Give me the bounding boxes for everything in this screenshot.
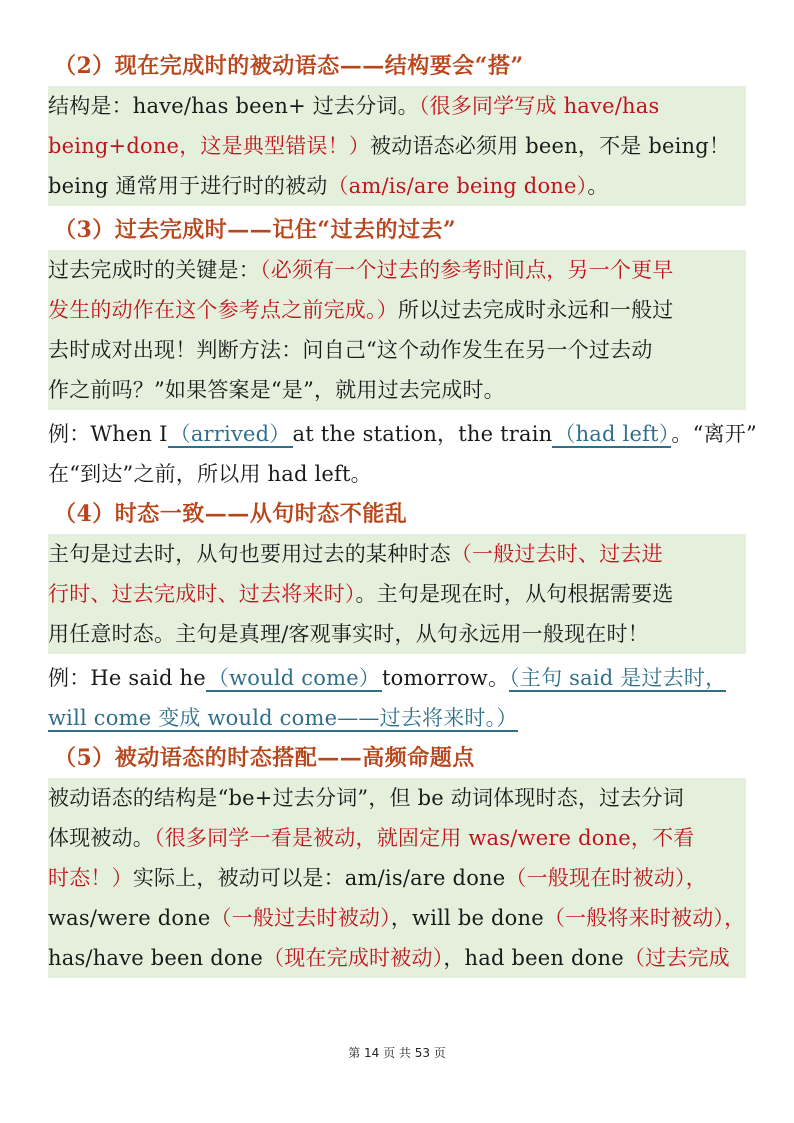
- text-run: was/were done: [48, 906, 211, 930]
- document-page: [48, 46, 757, 982]
- text-line: [48, 574, 746, 614]
- emphasis-run: （现在完成时被动）: [263, 946, 444, 970]
- text-line: [48, 86, 746, 126]
- text-run: 。“离开”: [671, 422, 757, 446]
- example-line: [48, 414, 757, 454]
- text-line: [48, 614, 746, 654]
- answer-blank: （had left）: [554, 422, 670, 446]
- text-run: 被动语态必须用 been，不是 being！: [370, 134, 731, 158]
- emphasis-run: 时态！）: [48, 866, 133, 890]
- section-body-4: [48, 534, 746, 654]
- text-run: 。: [587, 174, 609, 198]
- text-run: 被动语态的结构是“be+过去分词”，但 be 动词体现时态，过去分词: [48, 786, 684, 810]
- emphasis-run: （过去完成: [623, 946, 730, 970]
- text-line: [48, 534, 746, 574]
- section-heading-4: （4）时态一致——从句时态不能乱: [54, 501, 408, 527]
- emphasis-run: （一般过去时、过去进: [450, 542, 663, 566]
- text-run: 体现被动。: [48, 826, 154, 850]
- text-run: 主句是过去时，从句也要用过去的某种时态: [48, 542, 451, 566]
- text-line: [48, 126, 746, 166]
- text-run: 所以过去完成时永远和一般过: [397, 298, 674, 322]
- text-line: [48, 778, 746, 818]
- answer-blank: （would come）: [207, 666, 381, 690]
- section-heading-2: （2）现在完成时的被动语态——结构要会“搭”: [54, 53, 524, 79]
- text-run: 用任意时态。主句是真理/客观事实时，从句永远用一般现在时！: [48, 622, 649, 646]
- emphasis-run: （am/is/are being done）: [327, 174, 588, 198]
- example-line: [48, 698, 746, 738]
- example-note: will come 变成 would come——过去将来时。）: [48, 706, 518, 730]
- text-run: has/have been done: [48, 946, 264, 970]
- text-line: [48, 166, 746, 206]
- text-run: 作之前吗？”如果答案是“是”，就用过去完成时。: [48, 378, 505, 402]
- emphasis-run: 发生的动作在这个参考点之前完成。）: [48, 298, 398, 322]
- section-body-5: [48, 778, 746, 978]
- example-line: [48, 658, 746, 698]
- emphasis-run: being+done，这是典型错误！）: [48, 134, 370, 158]
- emphasis-run: （必须有一个过去的参考时间点，另一个更早: [260, 258, 674, 282]
- example-note: （主句 said 是过去时，: [509, 666, 727, 690]
- text-line: [48, 938, 746, 978]
- text-run: being 通常用于进行时的被动: [48, 174, 328, 198]
- text-run: at the station，the train: [292, 422, 553, 446]
- emphasis-run: （一般将来时被动），: [543, 906, 746, 930]
- section-body-2: [48, 86, 746, 206]
- text-line: [48, 370, 746, 410]
- text-run: tomorrow。: [382, 666, 510, 690]
- emphasis-run: 行时、过去完成时、过去将来时）: [48, 582, 356, 606]
- text-run: 例：When I: [48, 422, 168, 446]
- answer-blank: （arrived）: [169, 422, 291, 446]
- text-line: [48, 898, 746, 938]
- text-run: 。主句是现在时，从句根据需要选: [355, 582, 674, 606]
- text-run: 结构是：have/has been+ 过去分词。: [48, 94, 419, 118]
- text-run: 实际上，被动可以是：am/is/are done: [132, 866, 506, 890]
- text-line: [48, 250, 746, 290]
- section-heading-5: （5）被动语态的时态搭配——高频命题点: [54, 745, 475, 771]
- emphasis-run: （很多同学写成 have/has: [418, 94, 660, 118]
- section-body-3: [48, 250, 746, 410]
- text-run: 过去完成时的关键是：: [48, 258, 260, 282]
- emphasis-run: （一般过去时被动）: [210, 906, 391, 930]
- text-run: 去时成对出现！判断方法：问自己“这个动作发生在另一个过去动: [48, 338, 653, 362]
- section-heading-3: （3）过去完成时——记住“过去的过去”: [54, 217, 457, 243]
- text-run: 在“到达”之前，所以用 had left。: [48, 462, 372, 486]
- text-line: [48, 818, 746, 858]
- text-line: [48, 330, 746, 370]
- text-run: ，will be done: [390, 906, 544, 930]
- text-run: 例：He said he: [48, 666, 206, 690]
- text-line: [48, 290, 746, 330]
- example-line: [48, 454, 746, 494]
- text-line: [48, 858, 746, 898]
- page-number-footer: 第 14 页 共 53 页: [348, 1046, 446, 1060]
- emphasis-run: （一般现在时被动），: [505, 866, 707, 890]
- text-run: ，had been done: [443, 946, 624, 970]
- emphasis-run: （很多同学一看是被动，就固定用 was/were done，不看: [154, 826, 695, 850]
